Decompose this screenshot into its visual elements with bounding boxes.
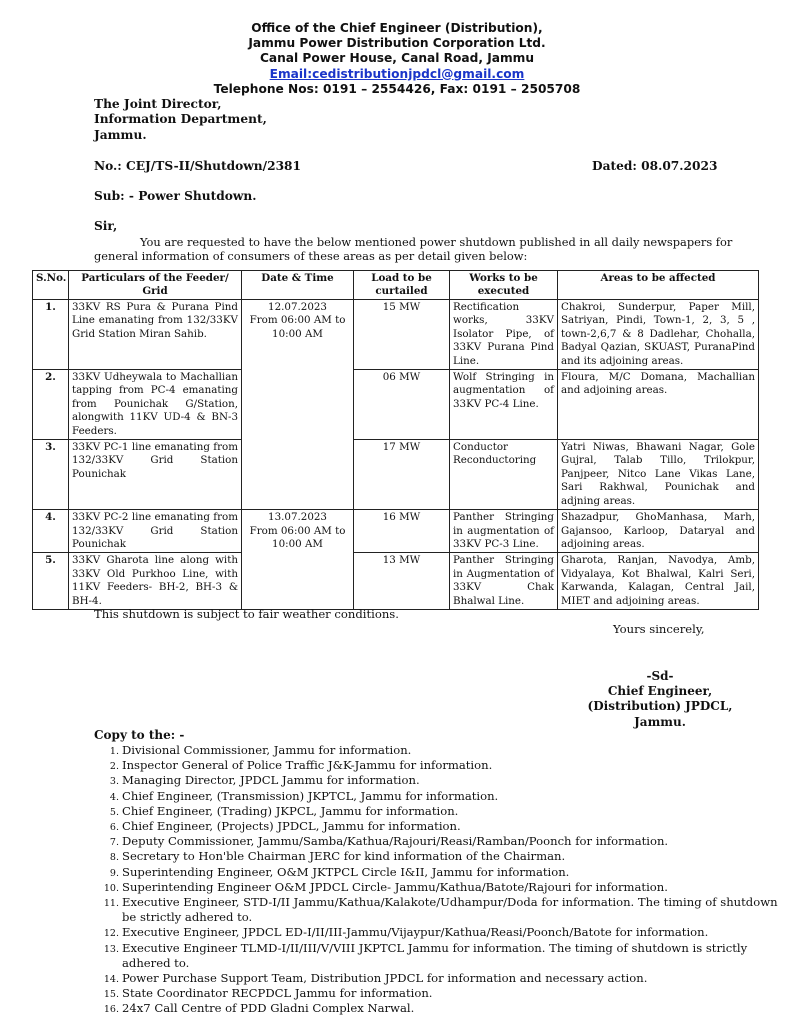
list-item: 16. 24x7 Call Centre of PDD Gladni Complex Narwal.: [122, 1001, 788, 1016]
row-sno: 1.: [33, 300, 69, 370]
shutdown-time: From 06:00 AM to 10:00 AM: [249, 524, 346, 550]
row-areas: Yatri Niwas, Bhawani Nagar, Gole Gujral, Talab Tillo, Trilokpur, Panjpeer, Nitco Lane Vikas Lane, Sari Rakhwal, Pounichak and adjning areas.: [558, 440, 759, 510]
list-item: 6. Chief Engineer, (Projects) JPDCL, Jammu for information.: [122, 819, 788, 834]
signature-block: [570, 669, 750, 730]
list-item: 15. State Coordinator RECPDCL Jammu for information.: [122, 986, 788, 1001]
list-item: 8. Secretary to Hon'ble Chairman JERC for kind information of the Chairman.: [122, 849, 788, 864]
row-feeder: 33KV Udheywala to Machallian tapping from PC-4 emanating from Pounichak G/Station, alongwith 11KV UD-4 & BN-3 Feeders.: [69, 370, 242, 440]
header-areas: Areas to be affected: [558, 271, 759, 300]
list-item: 10. Superintending Engineer O&M JPDCL Circle- Jammu/Kathua/Batote/Rajouri for information.: [122, 880, 788, 895]
email-link[interactable]: Email:cedistributionjpdcl@gmail.com: [269, 66, 525, 81]
row-works: Panther Stringing in augmentation of 33KV PC-3 Line.: [450, 510, 558, 553]
row-feeder: 33KV RS Pura & Purana Pind Line emanating from 132/33KV Grid Station Miran Sahib.: [69, 300, 242, 370]
row-feeder: 33KV Gharota line along with 33KV Old Purkhoo Line, with 11KV Feeders- BH-2, BH-3 & BH-4.: [69, 553, 242, 610]
addressee-block: [94, 97, 267, 143]
date-time-cell: [242, 510, 354, 610]
list-item: 4. Chief Engineer, (Transmission) JKPTCL, Jammu for information.: [122, 789, 788, 804]
row-sno: 2.: [33, 370, 69, 440]
list-item: 13. Executive Engineer TLMD-I/II/III/V/VIII JKPTCL Jammu for information. The timing of shutdown is strictly adhered to.: [122, 941, 788, 971]
shutdown-table: [32, 270, 759, 610]
row-areas: Gharota, Ranjan, Navodya, Amb, Vidyalaya, Kot Bhalwal, Kalri Seri, Karwanda, Kalagan, Central Jail, MIET and adjoining areas.: [558, 553, 759, 610]
signature-sd: -Sd-: [646, 669, 674, 683]
row-works: Rectification works, 33KV Isolator Pipe, of 33KV Purana Pind Line.: [450, 300, 558, 370]
reference-number: No.: CEJ/TS-II/Shutdown/2381: [94, 159, 302, 173]
row-load: 15 MW: [354, 300, 450, 370]
table-row: [33, 440, 759, 510]
list-item: 7. Deputy Commissioner, Jammu/Samba/Kathua/Rajouri/Reasi/Ramban/Poonch for information.: [122, 834, 788, 849]
header-works: Works to be executed: [450, 271, 558, 300]
list-item: 14. Power Purchase Support Team, Distribution JPDCL for information and necessary action.: [122, 971, 788, 986]
office-address: Canal Power House, Canal Road, Jammu: [259, 51, 535, 66]
copy-list: [94, 743, 788, 1017]
header-sno: S.No.: [33, 271, 69, 300]
corporation-name: Jammu Power Distribution Corporation Ltd.: [248, 36, 546, 51]
addressee-line-1: The Joint Director,: [94, 97, 222, 111]
list-item: 1. Divisional Commissioner, Jammu for information.: [122, 743, 788, 758]
signatory-line-2: (Distribution) JPDCL,: [587, 699, 733, 714]
header-load: Load to be curtailed: [354, 271, 450, 300]
table-row: [33, 370, 759, 440]
telephone-line: Telephone Nos: 0191 – 2554426, Fax: 0191 – 2505708: [213, 81, 581, 96]
table-row: [33, 300, 759, 370]
row-works: Wolf Stringing in augmentation of 33KV PC-4 Line.: [450, 370, 558, 440]
table-header-row: [33, 271, 759, 300]
row-areas: Floura, M/C Domana, Machallian and adjoining areas.: [558, 370, 759, 440]
shutdown-date: 13.07.2023: [268, 511, 327, 524]
signatory-line-1: Chief Engineer,: [607, 684, 713, 699]
row-feeder: 33KV PC-1 line emanating from 132/33KV Grid Station Pounichak: [69, 440, 242, 510]
shutdown-time: From 06:00 AM to 10:00 AM: [249, 314, 346, 340]
row-works: Conductor Reconductoring: [450, 440, 558, 510]
row-load: 16 MW: [354, 510, 450, 553]
row-load: 06 MW: [354, 370, 450, 440]
addressee-line-2: Information Department,: [94, 112, 267, 127]
weather-note: This shutdown is subject to fair weather conditions.: [94, 607, 399, 621]
row-load: 17 MW: [354, 440, 450, 510]
header-date-time: Date & Time: [242, 271, 354, 300]
letterhead: [0, 21, 794, 97]
letter-date: Dated: 08.07.2023: [592, 159, 718, 173]
office-name: Office of the Chief Engineer (Distribution),: [251, 21, 543, 35]
row-areas: Shazadpur, GhoManhasa, Marh, Gajansoo, Karloop, Dataryal and adjoining areas.: [558, 510, 759, 553]
date-time-cell: [242, 300, 354, 510]
table-row: [33, 553, 759, 610]
table-row: [33, 510, 759, 553]
shutdown-date: 12.07.2023: [268, 301, 327, 313]
row-works: Panther Stringing in Augmentation of 33KV Chak Bhalwal Line.: [450, 553, 558, 610]
subject-line: Sub: - Power Shutdown.: [94, 189, 257, 203]
row-sno: 3.: [33, 440, 69, 510]
list-item: 12. Executive Engineer, JPDCL ED-I/II/III-Jammu/Vijaypur/Kathua/Reasi/Poonch/Batote for information.: [122, 925, 788, 940]
list-item: 9. Superintending Engineer, O&M JKTPCL Circle I&II, Jammu for information.: [122, 865, 788, 880]
list-item: 5. Chief Engineer, (Trading) JKPCL, Jammu for information.: [122, 804, 788, 819]
row-load: 13 MW: [354, 553, 450, 610]
salutation: Sir,: [94, 219, 118, 233]
copy-heading: Copy to the: -: [94, 728, 185, 742]
list-item: 3. Managing Director, JPDCL Jammu for information.: [122, 773, 788, 788]
row-sno: 5.: [33, 553, 69, 610]
row-feeder: 33KV PC-2 line emanating from 132/33KV Grid Station Pounichak: [69, 510, 242, 553]
row-sno: 4.: [33, 510, 69, 553]
list-item: 11. Executive Engineer, STD-I/II Jammu/Kathua/Kalakote/Udhampur/Doda for information. The timing of shutdown be strictly adhered to.: [122, 895, 788, 925]
row-areas: Chakroi, Sunderpur, Paper Mill, Satriyan, Pindi, Town-1, 2, 3, 5 , town-2,6,7 & 8 Dadlehar, Chohalla, Badyal Qazian, SKUAST, PuranaPind and its adjoining areas.: [558, 300, 759, 370]
header-feeder: Particulars of the Feeder/ Grid: [69, 271, 242, 300]
closing: Yours sincerely,: [613, 622, 705, 636]
intro-paragraph: You are requested to have the below mentioned power shutdown published in all daily newspapers for general information of consumers of these areas as per detail given below:: [94, 235, 733, 263]
list-item: 2. Inspector General of Police Traffic J&K-Jammu for information.: [122, 758, 788, 773]
addressee-line-3: Jammu.: [94, 127, 147, 142]
signatory-line-3: Jammu.: [634, 714, 686, 729]
